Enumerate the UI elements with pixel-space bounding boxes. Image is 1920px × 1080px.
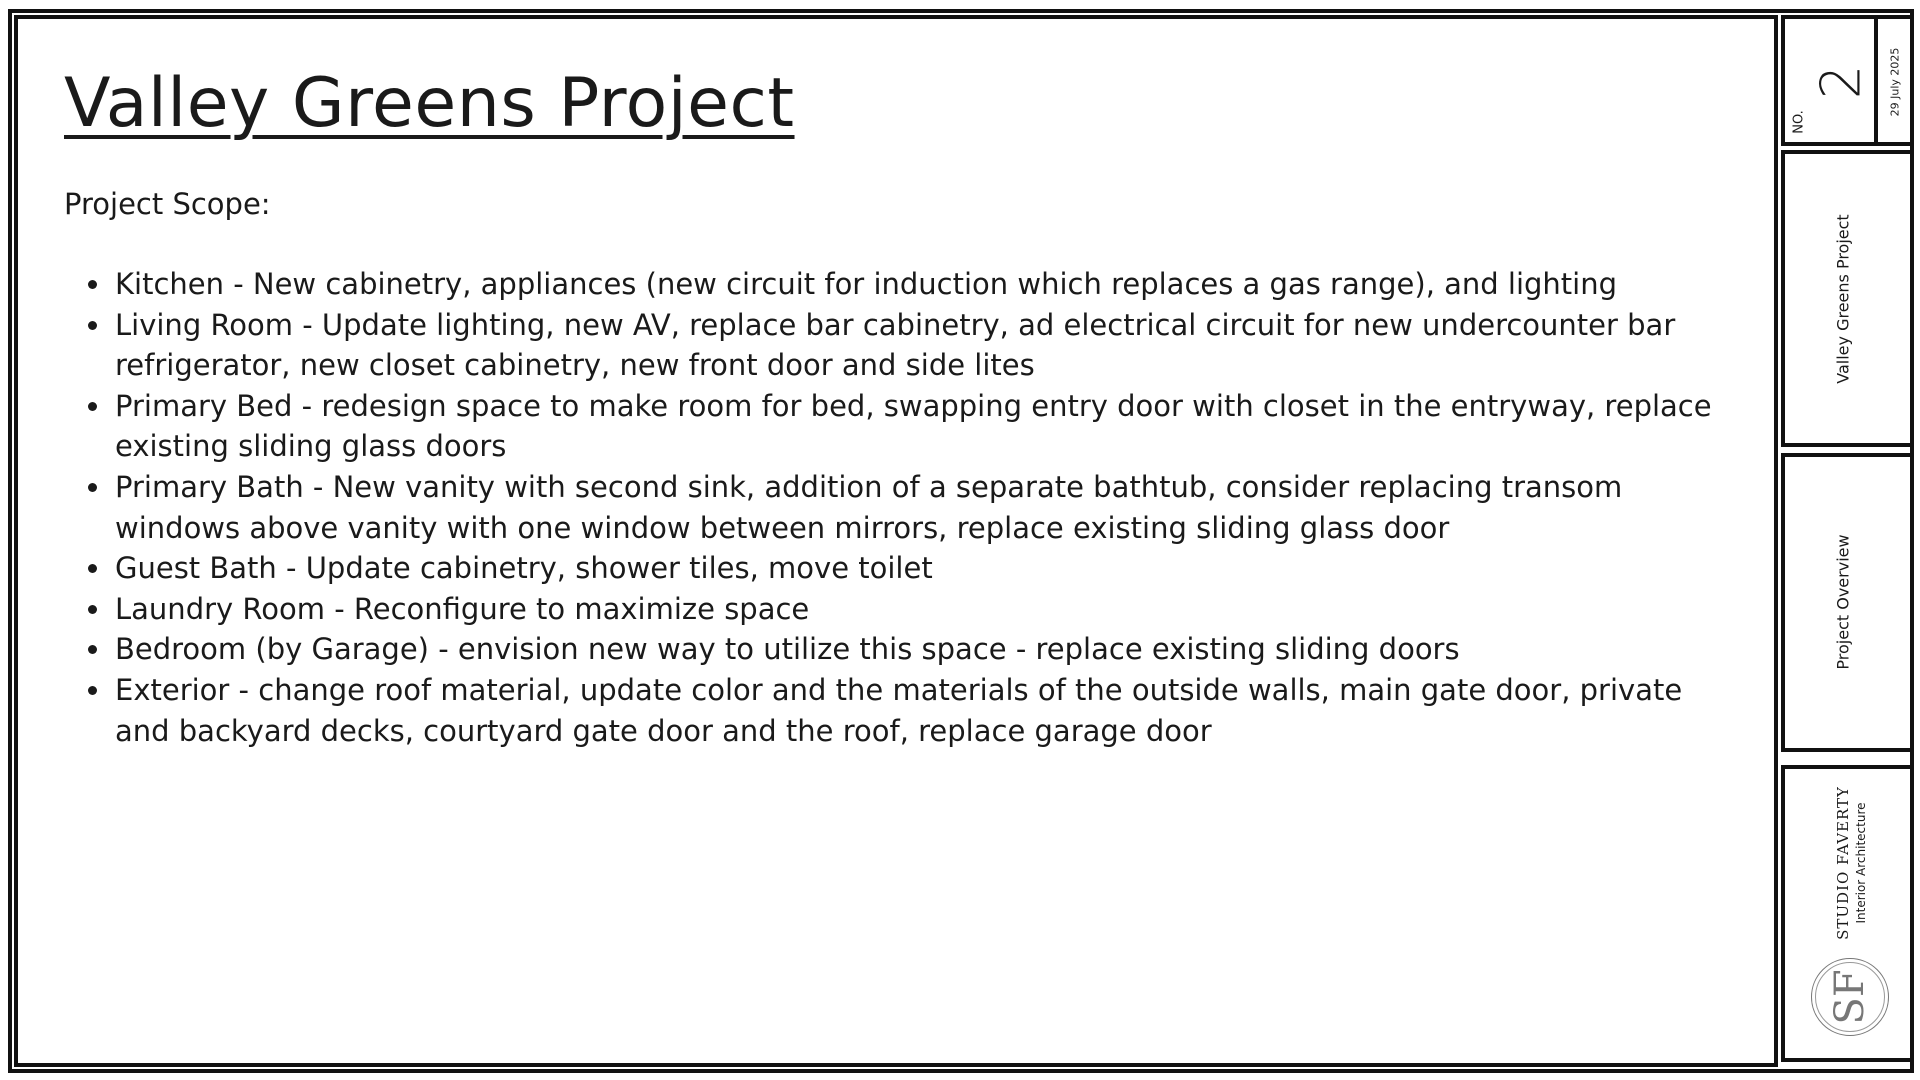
sheet-number: 2 — [1809, 64, 1873, 100]
bullet-icon — [88, 605, 97, 614]
list-item — [64, 629, 1724, 670]
list-item — [64, 386, 1724, 467]
studio-subtitle: Interior Architecture — [1854, 802, 1868, 924]
page-title: Valley Greens Project — [64, 64, 795, 143]
bullet-icon — [88, 686, 97, 695]
studio-name: STUDIO FAVERTY — [1834, 786, 1852, 940]
project-name: Valley Greens Project — [1833, 214, 1853, 384]
scope-label: Project Scope: — [64, 187, 271, 221]
list-item-text: Primary Bath - New vanity with second sink, addition of a separate bathtub, consider replacing transom windows above vanity with one window between mirrors, replace existing sliding glass door — [115, 469, 1623, 545]
list-item — [64, 589, 1724, 630]
sheet-date: 29 July 2025 — [1888, 47, 1902, 117]
list-item-text: Exterior - change roof material, update color and the materials of the outside walls, main gate door, private and backyard decks, courtyard gate door and the roof, replace garage door — [115, 672, 1683, 748]
list-item-text: Living Room - Update lighting, new AV, replace bar cabinetry, ad electrical circuit for new undercounter bar refrigerator, new closet cabinetry, new front door and side lites — [115, 307, 1676, 383]
list-item-text: Kitchen - New cabinetry, appliances (new circuit for induction which replaces a gas range), and lighting — [115, 267, 1618, 301]
studio-logo: SF — [1827, 969, 1873, 1025]
list-item — [64, 548, 1724, 589]
bullet-icon — [88, 402, 97, 411]
list-item-text: Guest Bath - Update cabinetry, shower tiles, move toilet — [115, 551, 933, 586]
list-item-text: Primary Bed - redesign space to make room for bed, swapping entry door with closet in the entryway, replace existing sliding glass doors — [115, 388, 1712, 464]
list-item — [64, 264, 1724, 305]
sheet-number-label: NO. — [1791, 110, 1807, 134]
sheet-name: Project Overview — [1833, 534, 1853, 670]
bullet-icon — [88, 564, 97, 573]
list-item — [64, 670, 1724, 751]
list-item — [64, 305, 1724, 386]
list-item-text: Laundry Room - Reconfigure to maximize space — [115, 591, 810, 626]
list-item — [64, 467, 1724, 548]
bullet-icon — [88, 280, 97, 289]
bullet-icon — [88, 321, 97, 330]
bullet-icon — [88, 483, 97, 492]
bullet-icon — [88, 645, 97, 654]
scope-list — [64, 264, 1724, 751]
list-item-text: Bedroom (by Garage) - envision new way to utilize this space - replace existing sliding doors — [115, 632, 1460, 667]
